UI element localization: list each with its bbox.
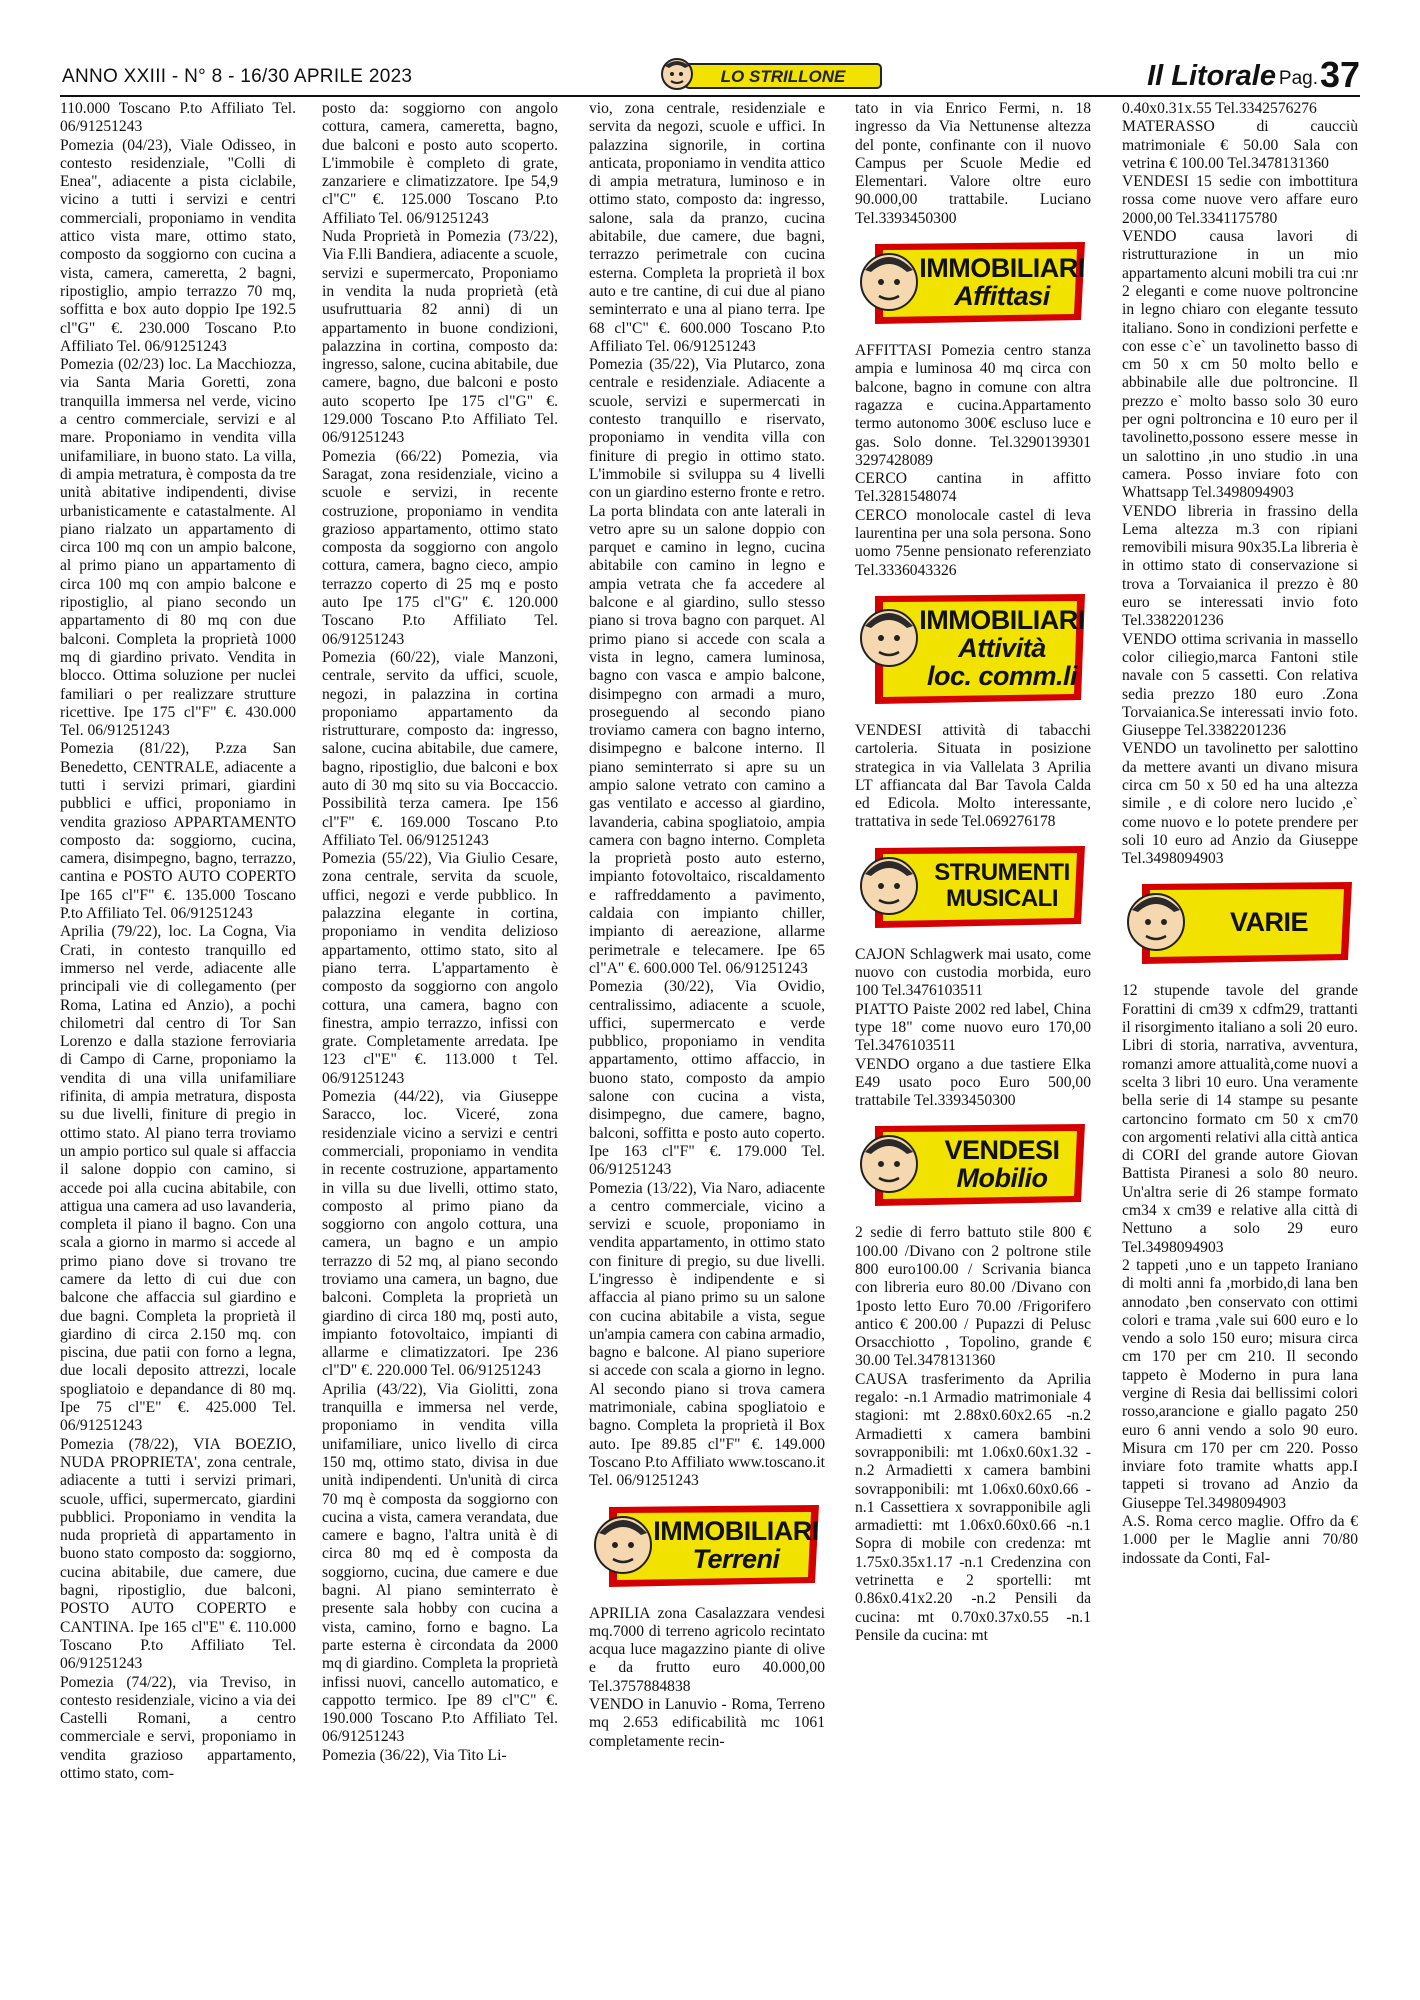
classified-ad: Pomezia (13/22), Via Naro, adiacente a centro commerciale, vicino a servizi e scuole, proponiamo in vendita appartamento, in ottimo stato con finiture di pregio, su due livelli. L'ingresso è indipendente e si affaccia al piano primo su un salone con cucina abitabile a vista, segue un'ampia camera con cabina armadio, bagno e balcone. Al piano superiore si accede con scala a giorno in legno. Al secondo piano si trova camera matrimoniale, cabina spogliatoio e bagno. Completa la proprietà il Box auto. Ipe 89.85 cl"F" €. 149.000 Toscano P.to Affiliato www.toscano.it Tel. 06/91251243 [589, 1179, 825, 1490]
issue-info: ANNO XXIII - N° 8 - 16/30 APRILE 2023 [62, 66, 413, 87]
section-banner-varie [1122, 876, 1358, 972]
column-5 [1122, 100, 1358, 1980]
classified-ad: 110.000 Toscano P.to Affiliato Tel. 06/91251243 [60, 100, 296, 136]
banner-line1: VARIE [1229, 907, 1308, 938]
classified-ad: 2 tappeti ,uno e un tappeto Iraniano di molti anni fa ,morbido,di lana ben annodato ,ben conservato con ottimi colori e trama ,vale sui 600 euro e lo vendo a solo 150 euro; misura circa cm 170 per cm 210. Il secondo tappeto è Moderno in pura lana vergine di Resia dai bellissimi colori rosso,arancione e giallo pagato 250 euro 6 anni vendo a solo 90 euro. Misura cm 170 per cm 220. Posso inviare foto tramite whatts app.I tappeti si trovano ad Anzio da Giuseppe Tel.3498094903 [1122, 1256, 1358, 1512]
classified-ad: CAUSA trasferimento da Aprilia regalo: -n.1 Armadio matrimoniale 4 stagioni: mt 2.88x0.60x2.65 -n.2 Armadietti x camera bambini sovrapponibili: mt 1.06x0.60x1.32 -n.2 Armadietti x camera bambini sovrapponibili: mt 1.06x0.60x0.66 -n.1 Cassettiera x sovrapponibile agli armadietti: mt 1.06x0.60x0.66 -n.1 Sopra di mobile con credenza: mt 1.75x0.35x1.17 -n.1 Credenzina con vetrinetta e 2 sportelli: mt 0.86x0.41x2.20 -n.2 Pensili da cucina: mt 0.70x0.37x0.55 -n.1 Pensile da cucina: mt [855, 1370, 1091, 1644]
classified-ad: Nuda Proprietà in Pomezia (73/22), Via F.lli Bandiera, adiacente a scuole, servizi e supermercato, Proponiamo in vendita la nuda proprietà (età usufruttuaria 82 anni) di un appartamento in buone condizioni, palazzina in cortina, composto da: ingresso, salone, cucina abitabile, due camere, bagno, due balconi e posto auto scoperto Ipe 175 cl"G" €. 129.000 Toscano P.to Affiliato Tel. 06/91251243 [322, 228, 558, 447]
classified-ad: AFFITTASI Pomezia centro stanza ampia e luminosa 40 mq circa con balcone, bagno in comune con altra ragazza e cucina.Appartamento termo autonomo 300€ escluso luce e gas. Solo donne. Tel.3290139301 3297428089 [855, 342, 1091, 469]
classified-ad: PIATTO Paiste 2002 red label, China type 18" come nuovo euro 170,00 Tel.3476103511 [855, 1000, 1091, 1055]
strillone-logo [655, 54, 887, 94]
classified-ad: CAJON Schlagwerk mai usato, come nuovo con custodia morbida, euro 100 Tel.3476103511 [855, 945, 1091, 1000]
classified-ad: MATERASSO di caucciù matrimoniale € 50.00 Sala con vetrina € 100.00 Tel.3478131360 [1122, 118, 1358, 172]
classified-ad: Pomezia (36/22), Via Tito Li- [322, 1746, 507, 1764]
banner-line1: VENDESI [944, 1135, 1060, 1166]
classified-ad: 12 stupende tavole del grande Forattini di cm39 x cdfm29, trattanti il risorgimento italiano a soli 20 euro. Libri di storia, narrativa, avventura, romanzi amore attualità,come nuovi a scelta 3 libri 10 euro. Una veramente bella serie di 14 stampe su pesante cartoncino formato cm 50 x cm70 con argomenti relativi alla città antica di CORI del grande autore Giovan Battista Piranesi a solo 80 neuro. Un'altra serie di 26 stampe formato cm34 x cm39 e relative alla città di Nettuno a solo 29 euro Tel.3498094903 [1122, 982, 1358, 1256]
classified-ad: Pomezia (44/22), via Giuseppe Saracco, loc. Viceré, zona residenziale vicino a servizi e centri commerciali, proponiamo in vendita in recente costruzione, appartamento in villa su due livelli, ottimo stato, composto al primo piano da soggiorno con angolo cottura, una camera, un bagno e un ampio terrazzo di 52 mq, al piano secondo troviamo una camera, un bagno, due balconi. Completa la proprietà un giardino di circa 180 mq, posti auto, impianto fotovoltaico, impianti di allarme e climatizzatori. Ipe 236 cl"D" €. 220.000 Tel. 06/91251243 [322, 1088, 558, 1380]
classified-ad: Pomezia (02/23) loc. La Macchiozza, via Santa Maria Goretti, zona tranquilla immersa nel verde, vicino a centro commerciale, servizi e al mare. Proponiamo in vendita villa unifamiliare, in buono stato. La villa, di ampia metratura, è composta da tre unità abitative indipendenti, divise urbanisticamente e catastalmente. Al piano rialzato un appartamento di circa 100 mq con un ampio balcone, al primo piano un appartamento di circa 100 mq con ampio balcone e ripostiglio, al piano secondo un appartamento di 80 mq con due balconi. Completa la proprietà 1000 mq di giardino privato. Vendita in blocco. Ottima soluzione per nuclei familiari o per realizzare strutture ricettive. Ipe 175 cl"F" €. 430.000 Tel. 06/91251243 [60, 356, 296, 740]
classified-ad: Pomezia (66/22) Pomezia, via Saragat, zona residenziale, vicino a scuole e servizi, in recente costruzione, proponiamo in vendita grazioso appartamento, ottimo stato composta da soggiorno con angolo cottura, camera, bagno cieco, ampio terrazzo coperto di 25 mq e posto auto Ipe 175 cl"G" €. 120.000 Toscano P.to Affiliato Tel. 06/91251243 [322, 447, 558, 648]
classified-ad: Pomezia (74/22), via Treviso, in contesto residenziale, vicino a via dei Castelli Romani, a centro commerciale e servi, proponiamo in vendita grazioso appartamento, ottimo stato, com- [60, 1673, 296, 1783]
section-banner-mobilio [855, 1118, 1091, 1214]
section-banner-attivita [855, 588, 1091, 712]
section-banner-strumenti [855, 840, 1091, 936]
classified-ad: Aprilia (79/22), loc. La Cogna, Via Crati, in contesto tranquillo ed immerso nel verde, adiacente alle principali vie di collegamento (per Roma, Latina ed Anzio), a pochi chilometri dal centro di Tor San Lorenzo e dalla stazione ferroviaria di Campo di Carne, proponiamo la vendita di una villa unifamiliare rifinita, di ampia metratura, disposta su due livelli, finiture di pregio in ottimo stato. Al piano terra troviamo un ampio portico sul quale si affaccia il salone doppio con camino, si accede poi alla cucina abitabile, con attigua una camera ad uso lavanderia, completa il piano il bagno. Con una scala a giorno in marmo si accede al primo piano dove si trovano tre camere da letto di cui due con balcone che affaccia sul giardino e due bagni. Completa la proprietà il giardino di circa 2.150 mq. con piscina, due patii con forno a legna, due locali deposito attrezzi, locale spogliatoio e depandance di 80 mq. Ipe 75 cl"E" €. 425.000 Tel. 06/91251243 [60, 923, 296, 1435]
column-3 [589, 100, 825, 1980]
classified-ad: VENDO libreria in frassino della Lema altezza m.3 con ripiani removibili misura 90x35.La libreria è in ottimo stato di conservazione si trova a Torvaianica il prezzo è 80 euro se interessati invio foto Tel.3382201236 [1122, 502, 1358, 630]
classified-ad: Pomezia (04/23), Viale Odisseo, in contesto residenziale, "Colli di Enea", adiacente a pista ciclabile, vicino a tutti i servizi e centri commerciali, proponiamo in vendita attico vista mare, ottimo stato, composto da soggiorno con cucina a vista, camera, cameretta, 2 bagni, ripostiglio, ampio terrazzo 70 mq, soffitta e box auto doppio Ipe 192.5 cl"G" €. 230.000 Toscano P.to Affiliato Tel. 06/91251243 [60, 136, 296, 355]
page-number: 37 [1319, 54, 1360, 95]
column-1 [60, 100, 296, 1980]
section-banner-terreni [589, 1499, 825, 1595]
column-4 [855, 100, 1091, 1980]
classified-ad: Pomezia (78/22), VIA BOEZIO, NUDA PROPRIETA', zona centrale, adiacente a tutti i servizi primari, scuole, uffici, supermercato, giardini pubblici. Proponiamo in vendita la nuda proprietà di appartamento in buono stato composto da: soggiorno, cucina abitabile, due camere, due bagni, ripostiglio, due balconi, POSTO AUTO COPERTO e CANTINA. Ipe 165 cl"E" €. 110.000 Toscano P.to Affiliato Tel. 06/91251243 [60, 1435, 296, 1673]
banner-line2: MUSICALI [946, 884, 1058, 912]
classified-ad: 0.40x0.31x.55 Tel.3342576276 [1122, 100, 1317, 117]
classified-ad: posto da: soggiorno con angolo cottura, camera, cameretta, bagno, due balconi e posto auto scoperto. L'immobile è completo di grate, zanzariere e climatizzatore. Ipe 54,9 cl"C" €. 125.000 Toscano P.to Affiliato Tel. 06/91251243 [322, 100, 558, 227]
classified-ad: CERCO cantina in affitto Tel.3281548074 [855, 470, 1091, 506]
classified-ad: Aprilia (43/22), Via Giolitti, zona tranquilla e immersa nel verde, proponiamo in vendita villa unifamiliare, unico livello di circa 150 mq, ottimo stato, divisa in due unità indipendenti. Un'unità di circa 70 mq è composta da soggiorno con cucina a vista, camera verandata, due camere e bagno, l'altra unità è di circa 80 mq ed è composta da soggiorno, cucina, due camere e due bagni. Al piano seminterrato è presente sala hobby con cucina a vista, camino, forno e bagno. La parte esterna è circondata da 2000 mq di giardino. Completa la proprietà infissi nuovi, cancello automatico, e cappotto termico. Ipe 89 cl"C" €. 190.000 Toscano P.to Affiliato Tel. 06/91251243 [322, 1380, 558, 1746]
banner-line3: loc. comm.li [926, 660, 1078, 691]
classified-ad: A.S. Roma cerco maglie. Offro da € 1.000 per le Maglie anni 70/80 indossate da Conti, Fal- [1122, 1513, 1358, 1567]
banner-line1: IMMOBILIARI [653, 1515, 819, 1546]
classified-ad: Pomezia (30/22), Via Ovidio, centralissimo, adiacente a scuole, uffici, supermercato e verde pubblico, proponiamo in vendita appartamento, ottimo affaccio, in buono stato, composto da ampio salone con cucina a vista, disimpegno, due camere, bagno, balconi, soffitta e posto auto coperto. Ipe 163 cl"F" €. 179.000 Tel. 06/91251243 [589, 978, 825, 1179]
newspaper-name: Il Litorale [1147, 60, 1276, 92]
classified-ad: Pomezia (81/22), P.zza San Benedetto, CENTRALE, adiacente a tutti i servizi primari, giardini pubblici e uffici, proponiamo in vendita grazioso APPARTAMENTO composto da: soggiorno, cucina, camera, disimpegno, bagno, terrazzo, cantina e POSTO AUTO COPERTO Ipe 165 cl"F" €. 135.000 Toscano P.to Affiliato Tel. 06/91251243 [60, 740, 296, 923]
classified-ad: Pomezia (35/22), Via Plutarco, zona centrale e residenziale. Adiacente a scuole, servizi e supermercati in contesto tranquillo e riservato, proponiamo in vendita villa con finiture di pregio in ottimo stato. L'immobile si sviluppa su 4 livelli con un giardino esterno fronte e retro. La porta blindata con ante laterali in vetro apre su un salone doppio con parquet e camino in legno, cucina abitabile con camino in legno e ampia vetrata che fa accedere al balcone e al giardino, sullo stesso piano si trova bagno con parquet. Al primo piano si accede con scala a vista in legno, camera luminosa, bagno con vasca e ampio balcone, disimpegno con armadi a muro, proseguendo al secondo piano troviamo camera con bagno interno, disimpegno e balcone interno. Il piano seminterrato si apre su un ampio salone vetrato con camino a gas ventilato e accesso al giardino, lavanderia, cabina spogliatoio, ampia camera con bagno interno. Completa la proprietà posto auto esterno, impianto fotovoltaico, riscaldamento e raffreddamento a pavimento, caldaia con impianto chiller, impianto di aereazione, allarme perimetrale e telecamere. Ipe 65 cl"A" €. 600.000 Tel. 06/91251243 [589, 356, 825, 977]
banner-line2: Mobilio [956, 1163, 1048, 1194]
banner-line1: IMMOBILIARI [919, 253, 1085, 284]
banner-line1: STRUMENTI [934, 858, 1070, 886]
page-label: Pag. [1278, 68, 1318, 89]
header-rule [60, 95, 1360, 97]
classified-ad: Pomezia (60/22), viale Manzoni, centrale, servito da uffici, scuole, negozi, in palazzina in cortina proponiamo appartamento da ristrutturare, composto da: ingresso, salone, cucina abitabile, due camere, bagno, ripostiglio, due balconi e box auto di 30 mq sito su via Boccaccio. Possibilità terza camera. Ipe 156 cl"F" €. 169.000 Toscano P.to Affiliato Tel. 06/91251243 [322, 648, 558, 849]
classified-ad: VENDO in Lanuvio - Roma, Terreno mq 2.653 edificabilità mc 1061 completamente recin- [589, 1696, 825, 1750]
masthead-logo [655, 54, 887, 94]
classified-ad: APRILIA zona Casalazzara vendesi mq.7000 di terreno agricolo recintato acqua luce magazzino piante di olive e da frutto euro 40.000,00 Tel.3757884838 [589, 1604, 825, 1695]
classified-ad: VENDESI attività di tabacchi cartoleria. Situata in posizione strategica in via Vallelata 3 Aprilia LT affiancata dal Bar Tavola Calda ed Edicola. Molto interessante, trattativa in sede Tel.069276178 [855, 721, 1091, 831]
section-banner-affittasi [855, 236, 1091, 332]
banner-line2: Affittasi [954, 281, 1050, 312]
classified-ad: VENDO ottima scrivania in massello color ciliegio,marca Fantoni stile navale con 5 cassetti. Con relativa sedia prezzo 180 euro .Zona Torvaianica.Se interessati invio foto. Giuseppe Tel.3382201236 [1122, 630, 1358, 740]
classified-ad: Pomezia (55/22), Via Giulio Cesare, zona centrale, servita da scuole, uffici, negozi e verde pubblico. In palazzina elegante in cortina, proponiamo in vendita delizioso appartamento, ottimo stato, sito al piano terra. L'appartamento è composto da soggiorno con angolo cottura, una camera, bagno con finestra, ampio terrazzo, infissi con grate. Completamente arredata. Ipe 123 cl"E" €. 113.000 t Tel. 06/91251243 [322, 850, 558, 1087]
classified-ad: VENDO causa lavori di ristrutturazione in un mio appartamento alcuni mobili tra cui :nr 2 eleganti e come nuove poltroncine in legno chiaro con elegante tessuto italiano. Sono in condizioni perfette e con esse c`e` un tavolinetto basso di cm 50 x cm 50 molto bello e abbinabile alle due poltroncine. Il prezzo e` molto basso solo 30 euro per ogni poltroncina e 10 euro per il tavolinetto,possono essere messe in un salottino ,in uno studio .in una camera. Posso inviare foto con Whattsapp Tel.3498094903 [1122, 228, 1358, 502]
page-header [60, 54, 1360, 95]
classified-ad: CERCO monolocale castel di leva laurentina per una sola persona. Sono uomo 75enne pensionato referenziato Tel.3336043326 [855, 506, 1091, 579]
classified-ad: tato in via Enrico Fermi, n. 18 ingresso da Via Nettunense altezza del ponte, confinante con il nuovo Campus per Scuole Medie ed Elementari. Valore oltre euro 90.000,00 trattabile. Luciano Tel.3393450300 [855, 100, 1091, 227]
banner-line2: Attività [958, 632, 1046, 663]
banner-line2: Terreni [692, 1543, 780, 1574]
masthead-text: LO STRILLONE [720, 67, 846, 86]
banner-line1: IMMOBILIARI [919, 604, 1085, 635]
classified-ad: VENDESI 15 sedie con imbottitura rossa come nuove vero affare euro 2000,00 Tel.3341175780 [1122, 173, 1358, 227]
classified-ad: 2 sedie di ferro battuto stile 800 € 100.00 /Divano con 2 poltrone stile 800 euro100.00 / Scrivania bianca con libreria euro 80.00 /Divano con 1posto letto Euro 70.00 /Frigorifero antico € 200.00 / Pupazzi di Pelusc Orsacchiotto , Topolino, grande € 30.00 Tel.3478131360 [855, 1224, 1091, 1370]
classified-ad: VENDO un tavolinetto per salottino da mettere avanti un divano misura circa cm 50 x 50 ed ha una altezza simile , e di colore nero lucido ,e` come nuovo e lo potete prendere per soli 10 euro ad Anzio da Giuseppe Tel.3498094903 [1122, 740, 1358, 868]
classified-ad: vio, zona centrale, residenziale e servita da negozi, scuole e uffici. In palazzina signorile, in cortina anticata, proponiamo in vendita attico di ampia metratura, luminoso e in ottimo stato, composto da: ingresso, salone, sala da pranzo, cucina abitabile, due camere, due bagni, terrazzo perimetrale con cucina esterna. Completa la proprietà il box auto e tre cantine, di cui due al piano seminterrato e una al piano terra. Ipe 68 cl"C" €. 600.000 Toscano P.to Affiliato Tel. 06/91251243 [589, 100, 825, 355]
column-2 [322, 100, 558, 1980]
classified-ad: VENDO organo a due tastiere Elka E49 usato poco Euro 500,00 trattabile Tel.3393450300 [855, 1055, 1091, 1110]
